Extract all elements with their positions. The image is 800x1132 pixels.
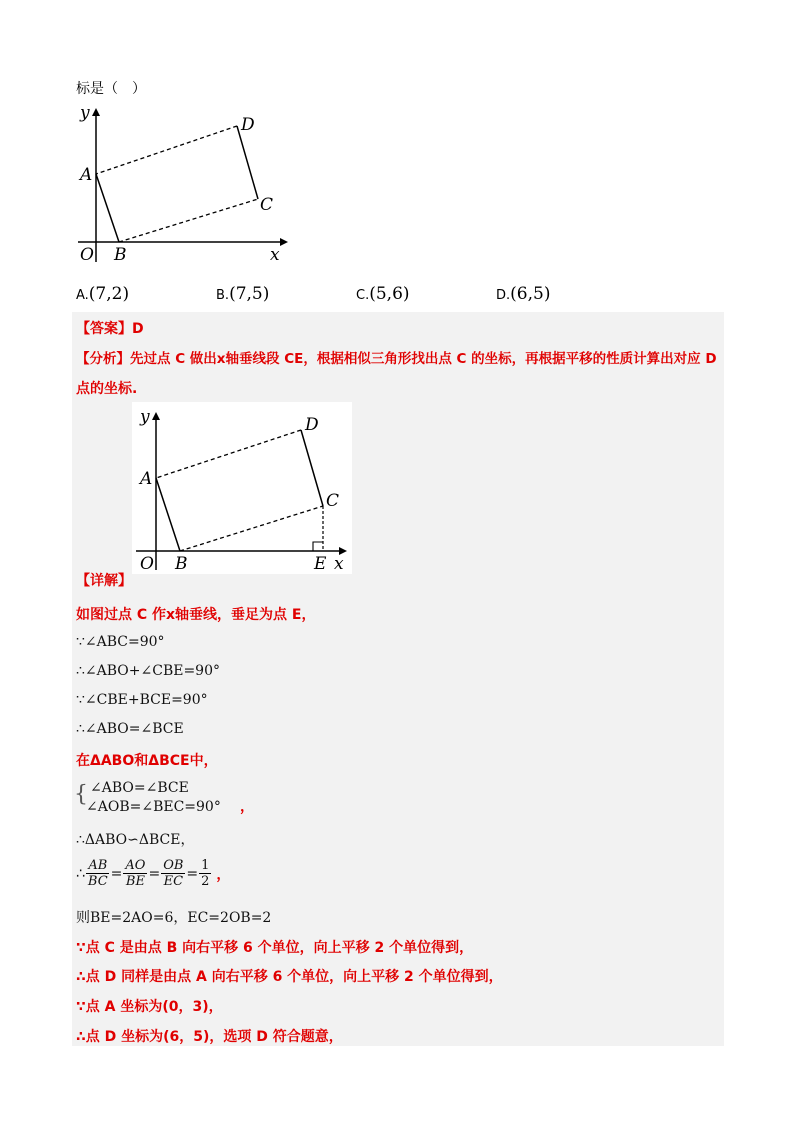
option-d[interactable]: D.(6,5) [496,284,551,304]
label-b: B [175,554,188,574]
label-o: O [140,554,154,574]
detail-line-translate-d: ∴点 D 同样是由点 A 向右平移 6 个单位，向上平移 2 个单位得到， [76,969,503,985]
equals-sign: = [110,865,123,882]
detail-line-1: 如图过点 C 作x轴垂线，垂足为点 E， [76,607,316,623]
fraction-one-half: $\frac{1}{2}$ [201,858,210,889]
fraction-ab-bc: $\frac{AB}{BC}$ [87,858,108,889]
answer-line: 【答案】D [76,321,144,337]
option-c[interactable]: C.(5,6) [356,284,410,304]
option-b[interactable]: B.(7,5) [216,284,270,304]
label-a: A [140,469,153,489]
detail-line-3: ∴∠ABO+∠CBE=90° [76,663,220,679]
segment-cd [237,126,258,199]
label-y: y [80,103,90,123]
system-eq-1: ∠ABO=∠BCE [90,780,189,796]
equals-sign: = [148,865,161,882]
label-d: D [305,415,319,435]
figure-2-coordinate-diagram [132,402,352,574]
system-eq-2: ∠AOB=∠BEC=90° [86,799,221,815]
label-a: A [80,165,93,185]
detail-line-5: ∴∠ABO=∠BCE [76,721,184,737]
x-axis-arrow [280,238,288,246]
option-a[interactable]: A.(7,2) [76,284,130,304]
detail-line-4: ∵∠CBE+BCE=90° [76,692,208,708]
fraction-ao-be: $\frac{AO}{BE}$ [125,858,146,889]
label-e: E [314,554,327,574]
label-b: B [114,245,127,265]
question-text: 标是（ ） [76,81,146,97]
analysis-line-1: 【分析】先过点 C 做出x轴垂线段 CE，根据相似三角形找出点 C 的坐标，再根据平移的性质计算出对应 D [76,351,717,367]
label-x: x [270,245,280,265]
detail-line-a-coord: ∵点 A 坐标为(0，3)， [76,999,223,1015]
detail-line-2: ∵∠ABC=90° [76,634,165,650]
label-d: D [241,115,255,135]
fraction-ob-ec: $\frac{OB}{EC}$ [163,858,184,889]
system-brace: { [74,782,88,807]
detail-line-be-ec: 则BE=2AO=6，EC=2OB=2 [76,910,272,926]
label-o: O [80,245,94,265]
label-x: x [334,554,344,574]
therefore-symbol: ∴ [76,865,85,882]
detail-line-6: 在ΔABO和ΔBCE中， [76,753,218,769]
system-comma: ， [240,799,254,815]
y-axis-arrow [92,108,100,116]
ratio-line [76,858,230,889]
label-c: C [326,491,340,511]
label-y: y [140,407,150,427]
equals-sign: = [186,865,199,882]
detail-line-d-coord: ∴点 D 坐标为(6，5)，选项 D 符合题意， [76,1029,343,1045]
segment-da [96,126,237,174]
detail-line-translate-c: ∵点 C 是由点 B 向右平移 6 个单位，向上平移 2 个单位得到， [76,940,474,956]
analysis-line-2: 点的坐标. [76,381,138,397]
figure-1-coordinate-diagram [74,100,294,270]
ratio-comma: ， [216,866,231,883]
segment-ab [96,174,119,242]
detail-line-similar: ∴ΔABO∽ΔBCE， [76,832,195,848]
label-c: C [260,195,274,215]
segment-bc [119,199,258,242]
detail-tag: 【详解】 [76,573,132,589]
